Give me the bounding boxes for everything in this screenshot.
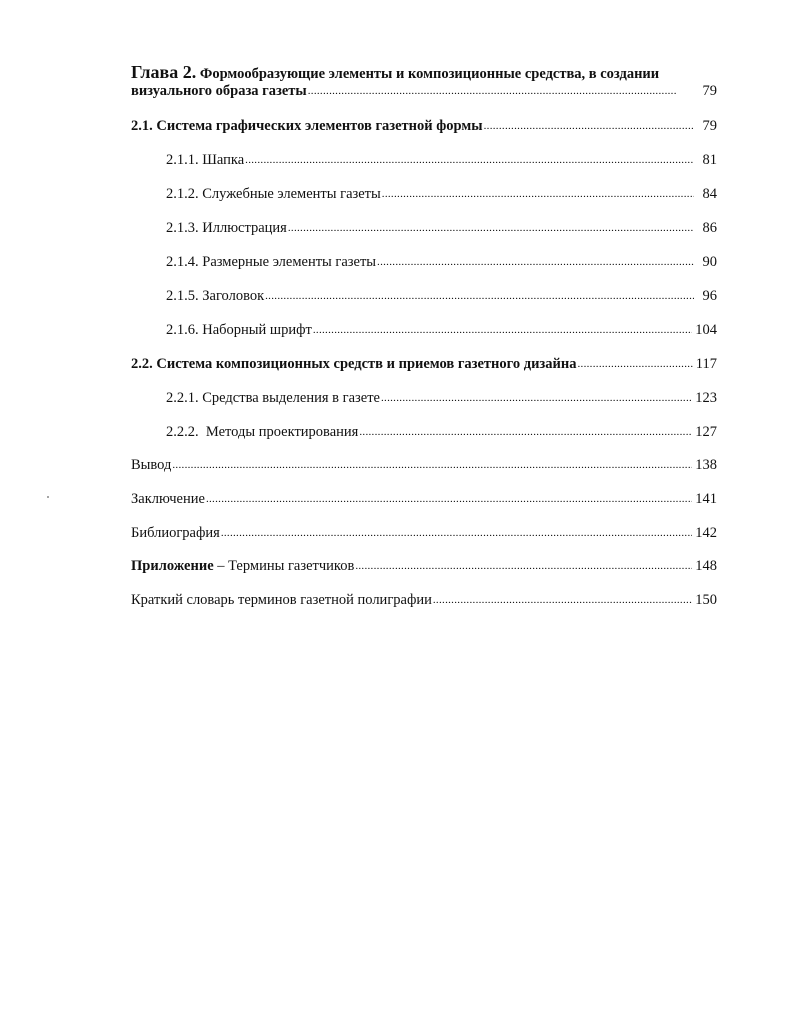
page-number: 150 xyxy=(695,592,717,608)
toc-entry-2-1 xyxy=(131,118,717,135)
toc-entry-prilozhenie xyxy=(131,558,717,575)
page-number: 117 xyxy=(695,356,717,372)
page-number: 96 xyxy=(702,288,717,304)
leader-dots xyxy=(245,152,694,169)
page-number: 81 xyxy=(702,152,717,168)
toc-entry-2-2 xyxy=(131,356,717,373)
toc-entry-zakluchenie xyxy=(131,491,717,508)
entry-label: Краткий словарь терминов газетной полиграфии xyxy=(131,592,432,608)
toc-entry-2-1-3 xyxy=(131,220,717,237)
page-number: 86 xyxy=(702,220,717,236)
chapter-title-line1: Формообразующие элементы и композиционные средства, в создании xyxy=(199,66,660,82)
leader-dots xyxy=(308,83,676,100)
leader-dots xyxy=(359,424,692,441)
toc-chapter-2 xyxy=(131,64,717,100)
leader-dots xyxy=(221,525,692,542)
leader-dots xyxy=(381,390,692,407)
entry-label: 2.2. Система композиционных средств и приемов газетного дизайна xyxy=(131,356,577,372)
entry-label: 2.1.6. Наборный шрифт xyxy=(166,322,312,338)
leader-dots xyxy=(382,186,694,203)
entry-label: Библиография xyxy=(131,525,220,541)
page-number: 127 xyxy=(695,424,717,440)
chapter-number: Глава 2. xyxy=(131,62,197,82)
toc-entry-2-2-2 xyxy=(131,424,717,441)
page-number: 138 xyxy=(695,457,717,473)
leader-dots xyxy=(484,118,694,135)
page-number: 79 xyxy=(702,83,717,99)
toc-entry-slovar xyxy=(131,592,717,609)
chapter-title-line2: визуального образа газеты xyxy=(131,83,307,99)
entry-label: 2.1. Система графических элементов газетной формы xyxy=(131,118,483,134)
leader-dots xyxy=(288,220,694,237)
leader-dots xyxy=(172,457,692,474)
toc-entry-2-2-1 xyxy=(131,390,717,407)
entry-label: Заключение xyxy=(131,491,205,507)
entry-label: Вывод xyxy=(131,457,172,473)
leader-dots xyxy=(355,558,692,575)
leader-dots xyxy=(265,288,694,305)
entry-label: 2.1.1. Шапка xyxy=(166,152,245,168)
toc-entry-vyvod xyxy=(131,457,717,474)
entry-label: 2.1.3. Иллюстрация xyxy=(166,220,287,236)
page-number: 123 xyxy=(695,390,717,406)
leader-dots xyxy=(577,356,692,373)
entry-label: 2.2.2. Методы проектирования xyxy=(166,424,359,440)
toc-entry-2-1-6 xyxy=(131,322,717,339)
page-number: 142 xyxy=(695,525,717,541)
entry-label-rest: – Термины газетчиков xyxy=(213,558,355,574)
entry-label: 2.1.2. Служебные элементы газеты xyxy=(166,186,381,202)
scan-speck xyxy=(47,496,49,498)
toc-entry-2-1-2 xyxy=(131,186,717,203)
toc-entry-bibliografia xyxy=(131,525,717,542)
entry-label: 2.2.1. Средства выделения в газете xyxy=(166,390,380,406)
entry-label-bold: Приложение xyxy=(131,558,214,574)
leader-dots xyxy=(377,254,694,271)
page-number: 104 xyxy=(695,322,717,338)
leader-dots xyxy=(433,592,692,609)
entry-label: 2.1.4. Размерные элементы газеты xyxy=(166,254,377,270)
toc-entry-2-1-1 xyxy=(131,152,717,169)
page-number: 84 xyxy=(702,186,717,202)
toc-entry-2-1-4 xyxy=(131,254,717,271)
toc-entry-2-1-5 xyxy=(131,288,717,305)
page-number: 148 xyxy=(695,558,717,574)
entry-label: 2.1.5. Заголовок xyxy=(166,288,265,304)
page-number: 79 xyxy=(702,118,717,134)
leader-dots xyxy=(313,322,692,339)
page-number: 141 xyxy=(695,491,717,507)
leader-dots xyxy=(206,491,692,508)
page-number: 90 xyxy=(702,254,717,270)
